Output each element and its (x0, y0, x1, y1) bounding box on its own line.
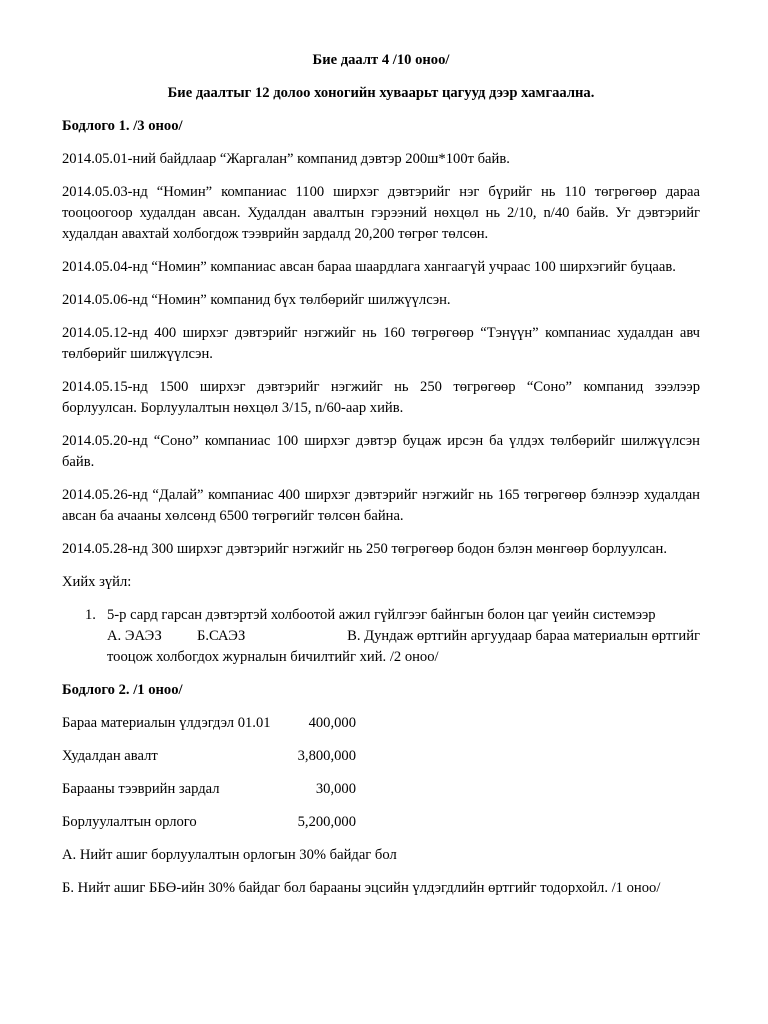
task-list (62, 605, 700, 668)
task-line: 5-р сард гарсан дэвтэртэй холбоотой ажил гүйлгээг байнгын болон цаг үеийн системээр (107, 607, 656, 623)
problem1-paragraph: 2014.05.26-нд “Далай” компаниас 400 ширхэг дэвтэрийг нэгжийг нь 165 төгрөгөөр бэлнээр худалдан авсан ба ачааны хөлсөнд 6500 төгрөгийг төлсөн байна. (62, 487, 700, 524)
document-content (62, 50, 700, 911)
data-row (62, 746, 700, 767)
data-value: 5,200,000 (297, 814, 356, 830)
data-label: Худалдан авалт (62, 748, 158, 764)
document-subtitle: Бие даалтыг 12 долоо хоногийн хуваарьт цагууд дээр хамгаална. (167, 85, 595, 101)
data-value: 400,000 (308, 715, 356, 731)
task-text (107, 605, 700, 668)
problem1-paragraph: 2014.05.04-нд “Номин” компаниас авсан бараа шаардлага хангаагүй учраас 100 ширхэгийг буцаав. (62, 259, 676, 275)
question-a: А. Нийт ашиг борлуулалтын орлогын 30% байдаг бол (62, 847, 397, 863)
list-number: 1. (85, 607, 96, 623)
list-item (62, 605, 700, 668)
data-row (62, 779, 700, 800)
document-title: Бие даалт 4 /10 оноо/ (312, 52, 450, 68)
problem1-heading: Бодлого 1. /3 оноо/ (62, 118, 183, 134)
problem1-paragraph: 2014.05.28-нд 300 ширхэг дэвтэрийг нэгжийг нь 250 төгрөгөөр бодон бэлэн мөнгөөр борлуулсан. (62, 541, 667, 557)
problem1-paragraph: 2014.05.12-нд 400 ширхэг дэвтэрийг нэгжийг нь 160 төгрөгөөр “Тэнүүн” компаниас худалдан авч төлбөрийг шилжүүлсэн. (62, 325, 700, 362)
option-b: Б.САЭЗ (197, 628, 246, 644)
problem1-paragraph: 2014.05.15-нд 1500 ширхэг дэвтэрийг нэгжийг нь 250 төгрөгөөр “Соно” компанид зээлээр борлуулсан. Борлуулалтын нөхцөл 3/15, n/60-аар хийв. (62, 379, 700, 416)
data-value: 30,000 (315, 781, 356, 797)
problem1-paragraph: 2014.05.06-нд “Номин” компанид бүх төлбөрийг шилжүүлсэн. (62, 292, 451, 308)
task-label: Хийх зүйл: (62, 574, 132, 590)
task-options (107, 626, 700, 647)
problem2-heading: Бодлого 2. /1 оноо/ (62, 682, 183, 698)
problem1-paragraph: 2014.05.20-нд “Соно” компаниас 100 ширхэг дэвтэр буцаж ирсэн ба үлдэх төлбөрийг шилжүүлсэн байв. (62, 433, 700, 470)
problem1-paragraph: 2014.05.01-ний байдлаар “Жаргалан” компанид дэвтэр 200ш*100т байв. (62, 151, 510, 167)
task-line: тооцож холбогдох журналын бичилтийг хий. /2 оноо/ (107, 649, 439, 665)
question-b: Б. Нийт ашиг ББӨ-ийн 30% байдаг бол барааны эцсийн үлдэгдлийн өртгийг тодорхойл. /1 оноо/ (62, 880, 661, 896)
option-c: В. Дундаж өртгийн аргуудаар бараа материалын өртгийг (347, 628, 700, 644)
problem1-paragraph: 2014.05.03-нд “Номин” компаниас 1100 ширхэг дэвтэрийг нэг бүрийг нь 110 төгрөгөөр дараа тооцоогоор худалдан авсан. Худалдан авалтын гэрээний нөхцөл нь 2/10, n/40 байв. Уг дэвтэрийг худалдан авахтай холбогдож тээврийн зардалд 20,200 төгрөг төлсөн. (62, 184, 700, 242)
option-a: А. ЭАЭЗ (107, 628, 162, 644)
data-value: 3,800,000 (297, 748, 356, 764)
data-row (62, 713, 700, 734)
data-label: Барааны тээврийн зардал (62, 781, 220, 797)
data-label: Бараа материалын үлдэгдэл 01.01 (62, 715, 271, 731)
data-label: Борлуулалтын орлого (62, 814, 197, 830)
data-row (62, 812, 700, 833)
